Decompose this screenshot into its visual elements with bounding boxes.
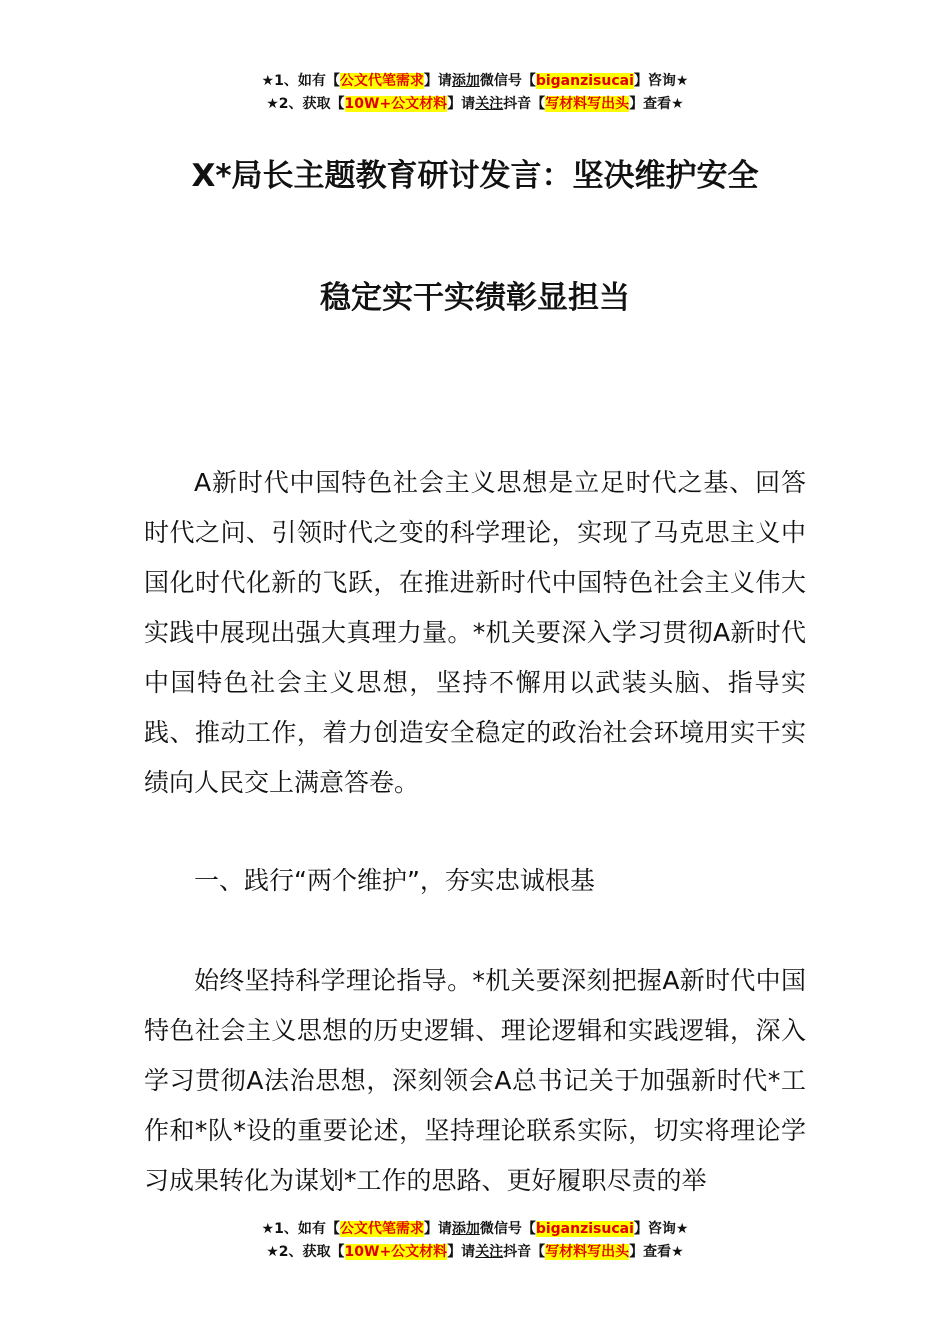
banner-text: ★1、如有【 xyxy=(261,73,340,89)
banner-underlined: 关注 xyxy=(475,1244,504,1260)
top-banner xyxy=(0,70,950,116)
banner-text: 】请 xyxy=(447,1244,476,1260)
banner-highlight: biganzisucai xyxy=(535,1221,634,1237)
banner-text: 】请 xyxy=(447,96,476,112)
banner-underlined: 添加 xyxy=(451,73,480,89)
banner-text: 抖音【 xyxy=(503,1244,546,1260)
body-paragraph-1: A新时代中国特色社会主义思想是立足时代之基、回答时代之问、引领时代之变的科学理论，实现了马克思主义中国化时代化新的飞跃，在推进新时代中国特色社会主义伟大实践中展现出强大真理力量。*机关要深入学习贯彻A新时代中国特色社会主义思想，坚持不懈用以武装头脑、指导实践、推动工作，着力创造安全稳定的政治社会环境用实干实绩向人民交上满意答卷。 xyxy=(144,468,806,797)
banner-text: 微信号【 xyxy=(479,73,536,89)
banner-underlined: 关注 xyxy=(475,96,504,112)
document-title-line-2: 稳定实干实绩彰显担当 xyxy=(320,280,630,316)
banner-highlight: 写材料写出头 xyxy=(545,1244,630,1260)
banner-text: 】请 xyxy=(423,1221,452,1237)
banner-highlight: 写材料写出头 xyxy=(545,96,630,112)
banner-text: ★2、获取【 xyxy=(266,1244,345,1260)
banner-line-1 xyxy=(0,1218,950,1241)
banner-highlight: 10W+公文材料 xyxy=(344,96,448,112)
banner-highlight: 10W+公文材料 xyxy=(344,1244,448,1260)
banner-text: ★1、如有【 xyxy=(261,1221,340,1237)
banner-text: 】查看★ xyxy=(629,1244,684,1260)
banner-line-1 xyxy=(0,70,950,93)
body-paragraph-2: 始终坚持科学理论指导。*机关要深刻把握A新时代中国特色社会主义思想的历史逻辑、理论逻辑和实践逻辑，深入学习贯彻A法治思想，深刻领会A总书记关于加强新时代*工作和*队*设的重要论述，坚持理论联系实际，切实将理论学习成果转化为谋划*工作的思路、更好履职尽责的举 xyxy=(144,966,806,1195)
banner-line-2 xyxy=(0,93,950,116)
banner-text: 】咨询★ xyxy=(633,1221,689,1237)
banner-underlined: 添加 xyxy=(451,1221,480,1237)
banner-text: 】请 xyxy=(423,73,452,89)
banner-text: ★2、获取【 xyxy=(266,96,345,112)
banner-highlight: 公文代笔需求 xyxy=(339,1221,424,1237)
document-title-line-1: X*局长主题教育研讨发言：坚决维护安全 xyxy=(191,158,759,194)
banner-highlight: biganzisucai xyxy=(535,73,634,89)
banner-text: 微信号【 xyxy=(479,1221,536,1237)
section-heading-1: 一、践行“两个维护”，夯实忠诚根基 xyxy=(194,866,595,895)
banner-text: 抖音【 xyxy=(503,96,546,112)
banner-text: 】查看★ xyxy=(629,96,684,112)
banner-line-2 xyxy=(0,1241,950,1264)
banner-text: 】咨询★ xyxy=(633,73,689,89)
bottom-banner xyxy=(0,1218,950,1264)
banner-highlight: 公文代笔需求 xyxy=(339,73,424,89)
